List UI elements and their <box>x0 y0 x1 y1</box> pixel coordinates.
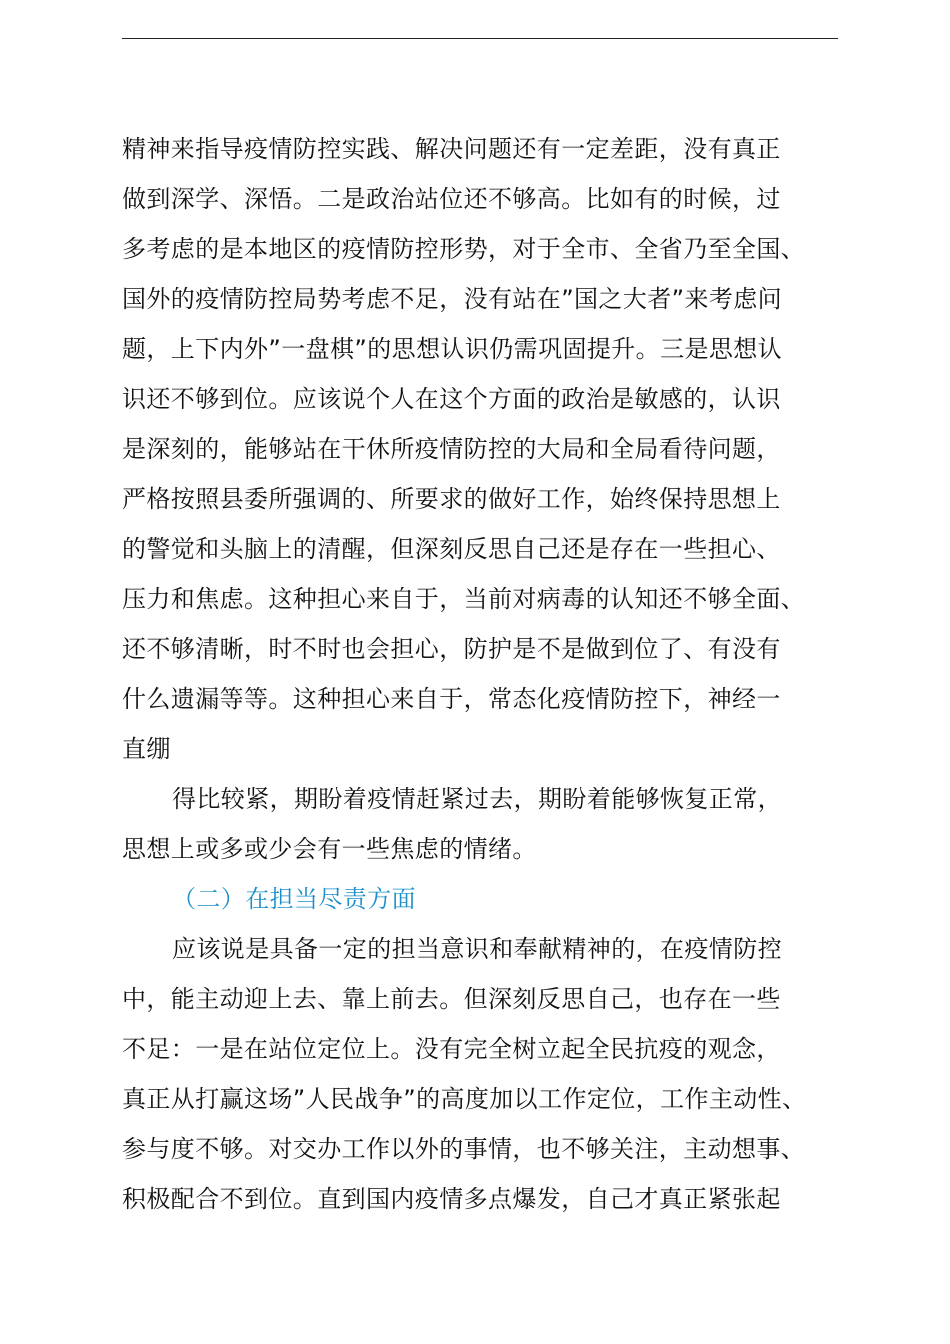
text-line: 做到深学、深悟。二是政治站位还不够高。比如有的时候，过 <box>122 185 781 213</box>
paragraph-3 <box>122 924 842 1224</box>
document-body <box>122 124 842 1224</box>
text-line: 不足：一是在站位定位上。没有完全树立起全民抗疫的观念， <box>122 1035 781 1063</box>
text-line: 严格按照县委所强调的、所要求的做好工作，始终保持思想上 <box>122 485 781 513</box>
text-line: 真正从打赢这场”人民战争”的高度加以工作定位，工作主动性、 <box>122 1085 807 1113</box>
text-line: 还不够清晰，时不时也会担心，防护是不是做到位了、有没有 <box>122 635 781 663</box>
text-line: 思想上或多或少会有一些焦虑的情绪。 <box>122 835 537 863</box>
paragraph-1 <box>122 124 842 774</box>
text-line: 直绷 <box>122 735 171 763</box>
text-line: 国外的疫情防控局势考虑不足，没有站在”国之大者”来考虑问 <box>122 285 783 313</box>
text-line: 的警觉和头脑上的清醒，但深刻反思自己还是存在一些担心、 <box>122 535 781 563</box>
text-line: 什么遗漏等等。这种担心来自于，常态化疫情防控下，神经一 <box>122 685 781 713</box>
paragraph-2 <box>122 774 842 874</box>
text-line: 精神来指导疫情防控实践、解决问题还有一定差距，没有真正 <box>122 135 781 163</box>
section-heading: （二）在担当尽责方面 <box>172 885 416 913</box>
text-line: 参与度不够。对交办工作以外的事情，也不够关注，主动想事、 <box>122 1135 806 1163</box>
text-line: 中，能主动迎上去、靠上前去。但深刻反思自己，也存在一些 <box>122 985 781 1013</box>
text-line: 压力和焦虑。这种担心来自于，当前对病毒的认知还不够全面、 <box>122 585 806 613</box>
text-line: 应该说是具备一定的担当意识和奉献精神的，在疫情防控 <box>172 935 782 963</box>
text-line: 多考虑的是本地区的疫情防控形势，对于全市、全省乃至全国、 <box>122 235 806 263</box>
header-rule <box>122 38 838 39</box>
text-line: 是深刻的，能够站在干休所疫情防控的大局和全局看待问题， <box>122 435 781 463</box>
text-line: 积极配合不到位。直到国内疫情多点爆发，自己才真正紧张起 <box>122 1185 781 1213</box>
text-line: 得比较紧，期盼着疫情赶紧过去，期盼着能够恢复正常， <box>172 785 782 813</box>
text-line: 识还不够到位。应该说个人在这个方面的政治是敏感的，认识 <box>122 385 781 413</box>
text-line: 题，上下内外”一盘棋”的思想认识仍需巩固提升。三是思想认 <box>122 335 783 363</box>
